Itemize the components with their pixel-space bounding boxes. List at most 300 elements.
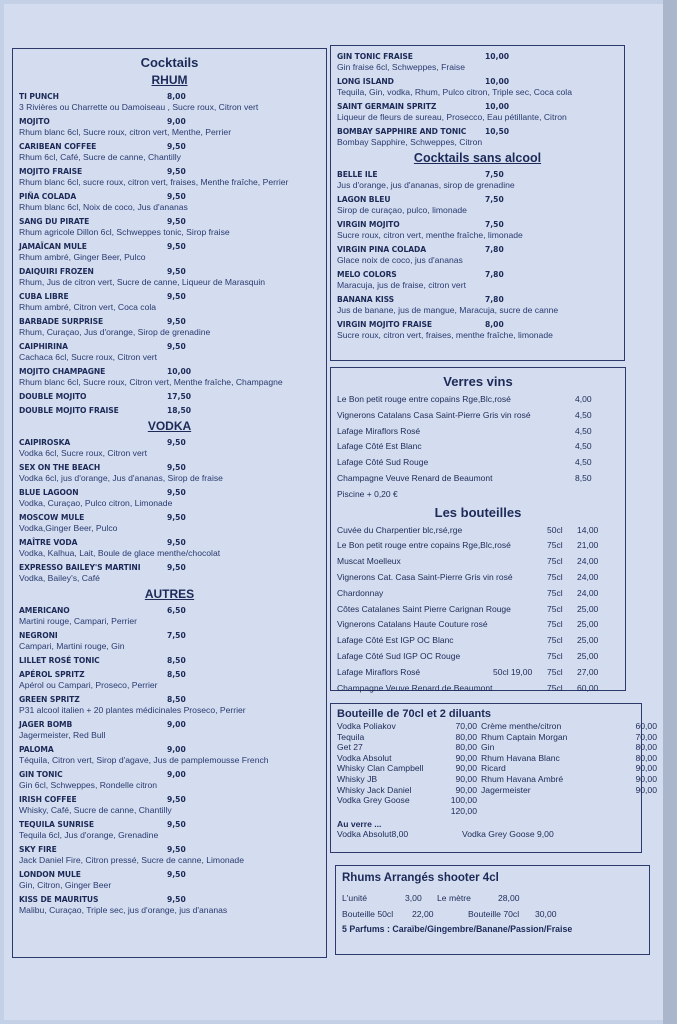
b50-label: Bouteille 50cl [342, 909, 394, 919]
wine-price: 4,00 [575, 394, 592, 404]
spirit-price: 80,00 [635, 742, 657, 753]
bouteilles-list [337, 523, 619, 697]
menu-item [19, 191, 320, 213]
item-price: 9,50 [167, 795, 186, 804]
parfums: 5 Parfums : Caraïbe/Gingembre/Banane/Passion/Fraise [342, 924, 573, 934]
bottle-volume: 75cl [547, 556, 563, 567]
item-description: Jus d'orange, jus d'ananas, sirop de grenadine [337, 180, 515, 190]
menu-item [19, 405, 320, 416]
item-name: AMERICANO [19, 606, 70, 615]
menu-item [337, 219, 618, 241]
item-name: MOJITO FRAISE [19, 167, 83, 176]
bottle-volume: 75cl [547, 682, 563, 693]
spirit-price: 70,00 [635, 731, 657, 742]
rhums-arranges-box [335, 865, 650, 955]
item-name: GIN TONIC [19, 770, 63, 779]
bottle-name: Lafage Côté Est IGP OC Blanc [337, 635, 454, 646]
item-price: 8,50 [167, 656, 186, 665]
item-description: Vodka, Kalhua, Lait, Boule de glace menthe/chocolat [19, 548, 221, 558]
bottle-volume: 75cl [547, 571, 563, 582]
wine-price: 4,50 [575, 457, 592, 468]
item-description: Jack Daniel Fire, Citron pressé, Sucre de canne, Limonade [19, 855, 244, 865]
spirit-name: Tequila [337, 731, 365, 742]
spirit-name: Whisky Jack Daniel [337, 784, 412, 795]
bottle-name: Vignerons Cat. Casa Saint-Pierre Gris vin rosé [337, 571, 513, 582]
item-price: 9,50 [167, 292, 186, 301]
bottle-row [337, 633, 619, 649]
item-name: SAINT GERMAIN SPRITZ [337, 102, 437, 111]
bottle-row [337, 617, 619, 633]
menu-item [19, 341, 320, 363]
item-price: 7,50 [485, 220, 504, 229]
item-name: PALOMA [19, 745, 54, 754]
item-name: CARIBEAN COFFEE [19, 142, 97, 151]
unite-label: L'unité [342, 893, 368, 903]
bottle-name: Muscat Moelleux [337, 556, 401, 567]
menu-item [19, 316, 320, 338]
bottle-volume: 75cl [547, 635, 563, 646]
item-description: Vodka 6cl, jus d'orange, Jus d'ananas, Sirop de fraise [19, 473, 223, 483]
item-name: LONDON MULE [19, 870, 81, 879]
spirit-name: Vodka Absolut [337, 752, 392, 763]
spirit-price [627, 795, 657, 806]
item-name: JAMAÏCAN MULE [19, 242, 87, 251]
menu-item [19, 894, 320, 916]
item-name: CUBA LIBRE [19, 292, 69, 301]
menu-item [19, 512, 320, 534]
bottle-price: 14,00 [577, 524, 599, 535]
item-description: Cachaca 6cl, Sucre roux, Citron vert [19, 352, 158, 362]
item-name: JAGER BOMB [19, 720, 73, 729]
item-name: BARBADE SURPRISE [19, 317, 104, 326]
item-description: Gin, Citron, Ginger Beer [19, 880, 112, 890]
item-price: 9,50 [167, 488, 186, 497]
item-price: 9,50 [167, 563, 186, 572]
item-name: BANANA KISS [337, 295, 394, 304]
spirit-price: 80,00 [635, 752, 657, 763]
menu-item [337, 169, 618, 191]
item-name: LONG ISLAND [337, 77, 394, 86]
item-name: CAIPIROSKA [19, 438, 71, 447]
bottle-name: Lafage Miraflors Rosé [337, 666, 421, 677]
menu-item [19, 166, 320, 188]
menu-item [19, 141, 320, 163]
bouteilles-title: Les bouteilles [434, 504, 522, 520]
spirit-name: Vodka Grey Goose [337, 795, 410, 806]
bottle-row [337, 523, 619, 539]
wine-glass-row [337, 392, 619, 408]
item-name: KISS DE MAURITUS [19, 895, 99, 904]
item-price: 9,00 [167, 117, 186, 126]
bottle-price: 25,00 [577, 635, 599, 646]
bottle-price: 25,00 [577, 650, 599, 661]
menu-item [337, 76, 618, 98]
bottle-row [337, 570, 619, 586]
item-name: TEQUILA SUNRISE [19, 820, 94, 829]
item-price: 9,50 [167, 317, 186, 326]
au-verre-label: Au verre ... [337, 819, 382, 830]
autres-list [19, 605, 320, 916]
menu-item [19, 437, 320, 459]
item-name: MELO COLORS [337, 270, 397, 279]
b70-price: 30,00 [535, 909, 557, 919]
item-name: BLUE LAGOON [19, 488, 79, 497]
bottle-row [337, 681, 619, 697]
menu-item [19, 819, 320, 841]
item-description: Martini rouge, Campari, Perrier [19, 616, 137, 626]
wine-glass-row [337, 408, 619, 424]
item-description: Rhum blanc 6cl, Sucre roux, Citron vert, Menthe fraîche, Champagne [19, 377, 283, 387]
autres-heading: AUTRES [144, 587, 195, 601]
item-description: Téquila, Citron vert, Sirop d'agave, Jus de pamplemousse French [19, 755, 269, 765]
item-description: Malibu, Curaçao, Triple sec, jus d'orange, jus d'ananas [19, 905, 228, 915]
menu-item [19, 366, 320, 388]
bottle-name: Côtes Catalanes Saint Pierre Carignan Rouge [337, 603, 511, 614]
item-description: Vodka 6cl, Sucre roux, Citron vert [19, 448, 148, 458]
bottle-extra: 50cl 19,00 [493, 666, 533, 677]
item-price: 7,50 [485, 170, 504, 179]
item-description: Maracuja, jus de fraise, citron vert [337, 280, 466, 290]
item-description: Bombay Sapphire, Schweppes, Citron [337, 137, 483, 147]
item-price: 7,80 [485, 295, 504, 304]
spirit-name: Crème menthe/citron [481, 721, 562, 731]
item-description: Campari, Martini rouge, Gin [19, 641, 125, 651]
menu-item [19, 794, 320, 816]
item-name: VIRGIN MOJITO [337, 220, 400, 229]
item-price: 9,50 [167, 463, 186, 472]
sans-alcool-list [337, 169, 618, 341]
item-price: 9,50 [167, 342, 186, 351]
item-description: Gin 6cl, Schweppes, Rondelle citron [19, 780, 158, 790]
item-price: 9,50 [167, 242, 186, 251]
item-name: APÉROL SPRITZ [19, 670, 85, 679]
wine-price: 8,50 [575, 472, 592, 483]
spirit-price: 120,00 [450, 805, 477, 816]
item-price: 6,50 [167, 606, 186, 615]
menu-item [19, 91, 320, 113]
item-price: 9,50 [167, 438, 186, 447]
item-description: Jagermeister, Red Bull [19, 730, 106, 740]
item-description: Rhum agricole Dillon 6cl, Schweppes tonic, Sirop fraise [19, 227, 230, 237]
menu-item [19, 291, 320, 313]
item-name: VIRGIN MOJITO FRAISE [337, 320, 432, 329]
item-price: 10,00 [485, 52, 510, 61]
item-description: Rhum, Jus de citron vert, Sucre de canne, Liqueur de Marasquin [19, 277, 266, 287]
item-name: PIÑA COLADA [19, 192, 77, 201]
cocktails-suite-box [330, 45, 625, 361]
item-price: 9,50 [167, 895, 186, 904]
spirit-price: 70,00 [455, 721, 477, 731]
spirit-name: Whisky Clan Campbell [337, 763, 424, 774]
spirit-price: 80,00 [455, 731, 477, 742]
item-name: TI PUNCH [19, 92, 59, 101]
wine-name: Vignerons Catalans Casa Saint-Pierre Gris vin rosé [337, 409, 531, 420]
item-price: 7,80 [485, 270, 504, 279]
item-price: 7,50 [485, 195, 504, 204]
item-price: 10,00 [167, 367, 192, 376]
item-price: 9,50 [167, 167, 186, 176]
spirit-name [337, 806, 447, 817]
item-name: BELLE ILE [337, 170, 378, 179]
item-description: Tequila 6cl, Jus d'orange, Grenadine [19, 830, 159, 840]
item-description: Rhum blanc 6cl, sucre roux, citron vert, fraises, Menthe fraîche, Perrier [19, 177, 289, 187]
wine-glass-row [337, 439, 619, 455]
menu-item [19, 487, 320, 509]
bottle-volume: 75cl [547, 666, 563, 677]
spirit-name: Gin [481, 742, 495, 753]
au-verre-1: Vodka Absolut8,00 [337, 829, 409, 840]
item-description: Rhum blanc 6cl, Noix de coco, Jus d'ananas [19, 202, 188, 212]
menu-item [337, 319, 618, 341]
bottle-row [337, 649, 619, 665]
spirit-price: 90,00 [635, 773, 657, 784]
bottle-name: Le Bon petit rouge entre copains Rge,Blc,rosé [337, 540, 511, 551]
spirit-price: 90,00 [635, 763, 657, 774]
bottle-row [337, 586, 619, 602]
item-description: Rhum blanc 6cl, Sucre roux, citron vert, Menthe, Perrier [19, 127, 232, 137]
spirit-price: 100,00 [450, 795, 477, 806]
b70-label: Bouteille 70cl [468, 909, 520, 919]
wine-name: Champagne Veuve Renard de Beaumont [337, 472, 493, 483]
item-description: Vodka,Ginger Beer, Pulco [19, 523, 118, 533]
menu-item [19, 630, 320, 652]
item-name: EXPRESSO BAILEY'S MARTINI [19, 563, 141, 572]
item-price: 7,50 [167, 631, 186, 640]
item-description: Rhum ambré, Ginger Beer, Pulco [19, 252, 146, 262]
item-price: 18,50 [167, 406, 192, 415]
bottle-name: Cuvée du Charpentier blc,rsé,rge [337, 524, 463, 535]
menu-item [19, 216, 320, 238]
item-price: 8,00 [485, 320, 504, 329]
item-name: GREEN SPRITZ [19, 695, 80, 704]
item-description: Whisky, Café, Sucre de canne, Chantilly [19, 805, 172, 815]
menu-item [19, 391, 320, 402]
item-price: 10,00 [485, 102, 510, 111]
vodka-heading: VODKA [147, 419, 192, 433]
item-name: GIN TONIC FRAISE [337, 52, 413, 61]
item-description: Liqueur de fleurs de sureau, Prosecco, Eau pétillante, Citron [337, 112, 567, 122]
wine-price: 4,50 [575, 409, 592, 420]
item-name: IRISH COFFEE [19, 795, 77, 804]
wine-name: Lafage Côté Est Blanc [337, 441, 422, 452]
wine-glass-row [337, 424, 619, 440]
bottle-volume: 75cl [547, 619, 563, 630]
spirit-price [627, 806, 657, 817]
spirit-name: Rhum Havana Blanc [481, 752, 560, 763]
item-price: 8,50 [167, 670, 186, 679]
wine-name: Le Bon petit rouge entre copains Rge,Blc,rosé [337, 394, 511, 404]
item-description: 3 Rivières ou Charrette ou Damoiseau , Sucre roux, Citron vert [19, 102, 259, 112]
bottle-price: 60,00 [577, 682, 599, 693]
menu-item [19, 694, 320, 716]
spirit-name: Ricard [481, 763, 506, 774]
item-description: Rhum ambré, Citron vert, Coca cola [19, 302, 157, 312]
metre-label: Le mètre [437, 893, 471, 903]
menu-item [337, 126, 618, 148]
item-price: 9,50 [167, 192, 186, 201]
menu-item [19, 669, 320, 691]
menu-item [19, 537, 320, 559]
spirit-price: 90,00 [455, 784, 477, 795]
menu-item [19, 116, 320, 138]
item-name: CAIPHIRINA [19, 342, 68, 351]
bottle-name: Chardonnay [337, 587, 384, 598]
bottle-volume: 75cl [547, 587, 563, 598]
item-name: BOMBAY SAPPHIRE AND TONIC [337, 127, 467, 136]
bottle-name: Vignerons Catalans Haute Couture rosé [337, 619, 488, 630]
spirit-name: Whisky JB [337, 773, 378, 784]
wine-glass-row [337, 471, 619, 487]
spirit-price: 90,00 [455, 752, 477, 763]
menu-item [19, 769, 320, 791]
item-description: Tequila, Gin, vodka, Rhum, Pulco citron, Triple sec, Coca cola [337, 87, 573, 97]
item-description: Apérol ou Campari, Proseco, Perrier [19, 680, 158, 690]
menu-item [19, 241, 320, 263]
item-name: MOSCOW MULE [19, 513, 85, 522]
spirit-name: Vodka Poliakov [337, 721, 396, 731]
spirit-price: 90,00 [455, 773, 477, 784]
spirit-name: Rhum Havana Ambré [481, 773, 564, 784]
bouteille70-grid [337, 721, 657, 816]
bottle-volume: 50cl [547, 524, 563, 535]
item-price: 10,50 [485, 127, 510, 136]
item-name: DOUBLE MOJITO FRAISE [19, 406, 119, 415]
spirit-name: Get 27 [337, 742, 363, 753]
item-name: MOJITO [19, 117, 50, 126]
item-price: 9,50 [167, 513, 186, 522]
rhum-list [19, 91, 320, 416]
item-description: Sucre roux, citron vert, menthe fraîche, limonade [337, 230, 523, 240]
item-description: Rhum 6cl, Café, Sucre de canne, Chantilly [19, 152, 181, 162]
item-name: LILLET ROSÉ TONIC [19, 656, 100, 665]
item-name: LAGON BLEU [337, 195, 391, 204]
item-price: 9,00 [167, 720, 186, 729]
bottle-row [337, 602, 619, 618]
bottle-price: 27,00 [577, 666, 599, 677]
wine-box [330, 367, 626, 691]
item-price: 8,50 [167, 695, 186, 704]
item-price: 9,50 [167, 267, 186, 276]
item-description: Vodka, Curaçao, Pulco citron, Limonade [19, 498, 173, 508]
rhum-heading: RHUM [151, 73, 188, 87]
menu-item [337, 269, 618, 291]
item-description: Glace noix de coco, jus d'ananas [337, 255, 463, 265]
cocktails-title: Cocktails [140, 55, 199, 70]
item-name: MOJITO CHAMPAGNE [19, 367, 106, 376]
bouteille70-box [330, 703, 657, 853]
item-name: DOUBLE MOJITO [19, 392, 87, 401]
item-price: 8,00 [167, 92, 186, 101]
bottle-volume: 75cl [547, 650, 563, 661]
item-description: Rhum, Curaçao, Jus d'orange, Sirop de grenadine [19, 327, 211, 337]
item-price: 9,50 [167, 217, 186, 226]
autres-suite-list [337, 51, 618, 148]
item-price: 9,00 [167, 745, 186, 754]
metre-price: 28,00 [498, 893, 520, 903]
verres-vins-list [337, 392, 619, 487]
menu-item [19, 605, 320, 627]
item-name: MAÎTRE VODA [19, 538, 78, 547]
item-name: NEGRONI [19, 631, 58, 640]
cocktails-box [12, 48, 327, 958]
item-description: Sucre roux, citron vert, fraises, menthe fraîche, limonade [337, 330, 553, 340]
spirit-price: 90,00 [455, 763, 477, 774]
menu-item [19, 744, 320, 766]
piscine-note: Piscine + 0,20 € [337, 488, 398, 499]
b50-price: 22,00 [412, 909, 434, 919]
item-price: 9,50 [167, 870, 186, 879]
bottle-price: 24,00 [577, 587, 599, 598]
menu-item [19, 869, 320, 891]
item-description: Sirop de curaçao, pulco, limonade [337, 205, 467, 215]
spirit-name: Jagermeister [481, 784, 531, 795]
item-price: 9,50 [167, 845, 186, 854]
menu-item [19, 266, 320, 288]
wine-price: 4,50 [575, 441, 592, 452]
bottle-volume: 75cl [547, 540, 563, 551]
menu-item [337, 194, 618, 216]
menu-item [19, 462, 320, 484]
wine-name: Lafage Miraflors Rosé [337, 425, 421, 436]
spirit-name [477, 806, 627, 817]
menu-item [337, 294, 618, 316]
wine-name: Lafage Côté Sud Rouge [337, 457, 429, 468]
item-name: SANG DU PIRATE [19, 217, 90, 226]
bottle-volume: 75cl [547, 603, 563, 614]
item-price: 10,00 [485, 77, 510, 86]
item-price: 7,80 [485, 245, 504, 254]
item-price: 9,00 [167, 770, 186, 779]
bottle-price: 24,00 [577, 571, 599, 582]
item-price: 9,50 [167, 538, 186, 547]
item-name: SKY FIRE [19, 845, 57, 854]
bottle-row [337, 665, 619, 681]
menu-item [337, 244, 618, 266]
menu-item [19, 844, 320, 866]
spirit-name [477, 795, 627, 806]
verres-vins-title: Verres vins [443, 374, 513, 389]
spirit-price: 90,00 [635, 784, 657, 795]
item-price: 9,50 [167, 820, 186, 829]
item-description: Jus de banane, jus de mangue, Maracuja, sucre de canne [337, 305, 559, 315]
spirit-name: Rhum Captain Morgan [481, 731, 568, 742]
bottle-price: 21,00 [577, 540, 599, 551]
bottle-row [337, 554, 619, 570]
menu-item [337, 101, 618, 123]
rhums-arranges-title: Rhums Arrangés shooter 4cl [342, 872, 499, 884]
spirit-price: 60,00 [635, 721, 657, 731]
bouteille70-title: Bouteille de 70cl et 2 diluants [337, 708, 492, 720]
item-name: DAIQUIRI FROZEN [19, 267, 94, 276]
bottle-name: Champagne Veuve Renard de Beaumont [337, 682, 493, 693]
bottle-row [337, 538, 619, 554]
bottle-price: 25,00 [577, 619, 599, 630]
menu-item [19, 655, 320, 666]
unite-price: 3,00 [405, 893, 422, 903]
item-description: Gin fraise 6cl, Schweppes, Fraise [337, 62, 466, 72]
bottle-price: 24,00 [577, 556, 599, 567]
wine-glass-row [337, 455, 619, 471]
spirit-price: 80,00 [455, 742, 477, 753]
au-verre-2: Vodka Grey Goose 9,00 [462, 829, 554, 840]
page-edge [663, 0, 677, 1024]
item-price: 17,50 [167, 392, 192, 401]
menu-item [337, 51, 618, 73]
item-name: VIRGIN PINA COLADA [337, 245, 426, 254]
item-description: P31 alcool italien + 20 plantes médicinales Proseco, Perrier [19, 705, 246, 715]
sans-alcool-heading: Cocktails sans alcool [413, 151, 542, 165]
item-price: 9,50 [167, 142, 186, 151]
